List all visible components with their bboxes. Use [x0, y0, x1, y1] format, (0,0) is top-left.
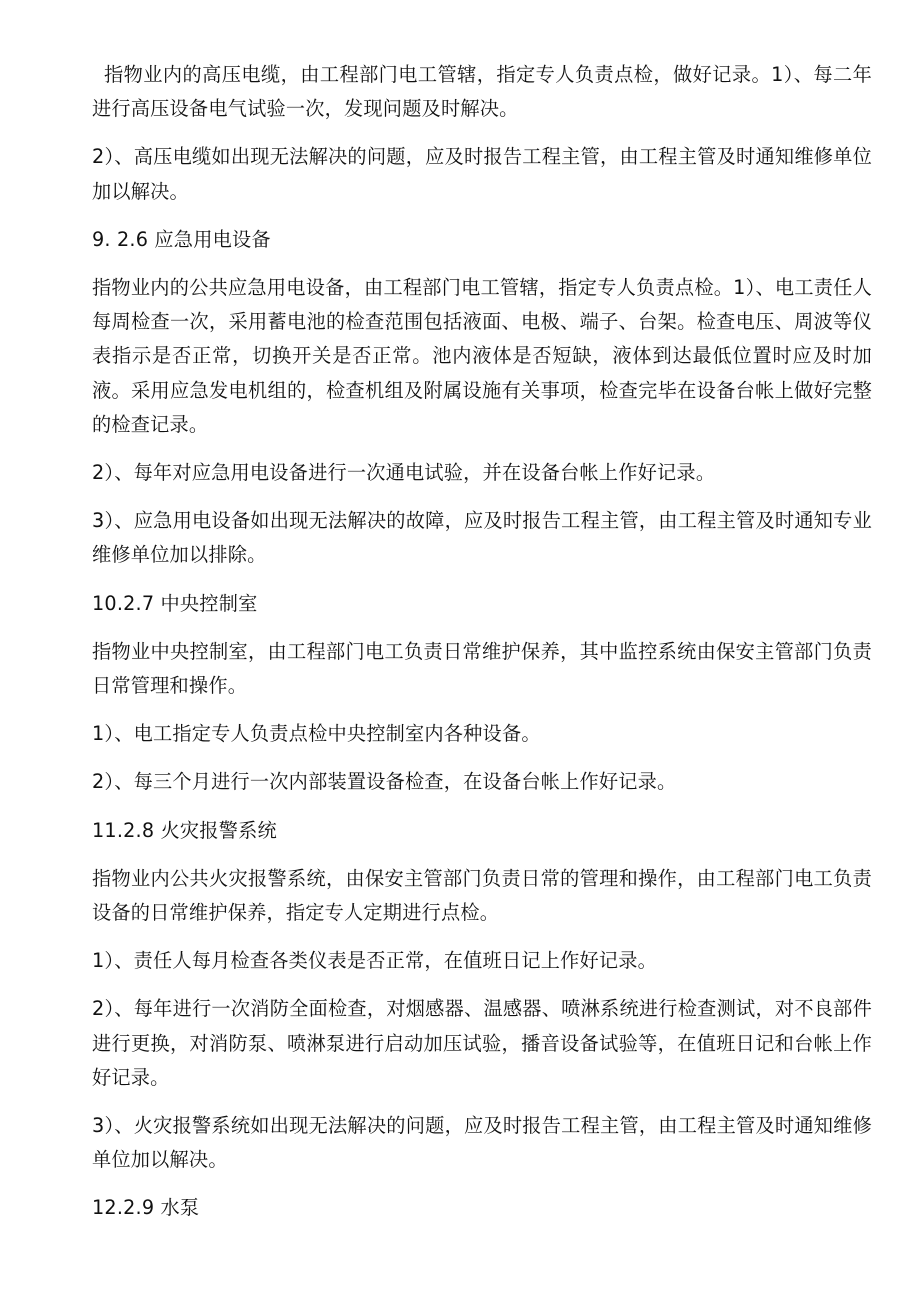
section-heading-water-pump: 12.2.9 水泵	[92, 1196, 200, 1220]
paragraph-fire-alarm-system: 指物业内公共火灾报警系统，由保安主管部门负责日常的管理和操作，由工程部门电工负责设备的日常维护保养，指定专人定期进行点检。	[92, 866, 872, 925]
paragraph-monthly-instrument-check: 1）、责任人每月检查各类仪表是否正常，在值班日记上作好记录。	[92, 949, 658, 973]
paragraph-emergency-power-equipment: 指物业内的公共应急用电设备，由工程部门电工管辖，指定专人负责点检。1）、电工责任人每周检查一次，采用蓄电池的检查范围包括液面、电极、端子、台架。检查电压、周波等仪表指示是否正常，切换开关是否正常。池内液体是否短缺，液体到达最低位置时应及时加液。采用应急发电机组的，检查机组及附属设施有关事项，检查完毕在设备台帐上做好完整的检查记录。	[92, 276, 872, 436]
paragraph-control-room-inspection: 1）、电工指定专人负责点检中央控制室内各种设备。	[92, 722, 541, 746]
paragraph-fire-alarm-issues: 3）、火灾报警系统如出现无法解决的问题，应及时报告工程主管，由工程主管及时通知维修单位加以解决。	[92, 1114, 872, 1172]
section-heading-emergency-power: 9. 2.6 应急用电设备	[92, 227, 271, 251]
paragraph-annual-fire-inspection: 2）、每年进行一次消防全面检查，对烟感器、温感器、喷淋系统进行检查测试，对不良部件进行更换，对消防泵、喷淋泵进行启动加压试验，播音设备试验等，在值班日记和台帐上作好记录。	[92, 997, 872, 1089]
section-heading-central-control-room: 10.2.7 中央控制室	[92, 591, 258, 615]
paragraph-central-control-room: 指物业中央控制室，由工程部门电工负责日常维护保养，其中监控系统由保安主管部门负责日常管理和操作。	[92, 639, 872, 698]
paragraph-high-voltage-cable: 指物业内的高压电缆，由工程部门电工管辖，指定专人负责点检，做好记录。1）、每二年进行高压设备电气试验一次，发现问题及时解决。	[92, 63, 872, 121]
document-body	[92, 58, 872, 1240]
paragraph-quarterly-inspection: 2）、每三个月进行一次内部装置设备检查，在设备台帐上作好记录。	[92, 770, 677, 794]
paragraph-annual-power-test: 2）、每年对应急用电设备进行一次通电试验，并在设备台帐上作好记录。	[92, 461, 716, 485]
section-heading-fire-alarm: 11.2.8 火灾报警系统	[92, 818, 277, 842]
paragraph-high-voltage-issues: 2）、高压电缆如出现无法解决的问题，应及时报告工程主管，由工程主管及时通知维修单位加以解决。	[92, 145, 872, 203]
paragraph-emergency-fault-report: 3）、应急用电设备如出现无法解决的故障，应及时报告工程主管，由工程主管及时通知专业维修单位加以排除。	[92, 509, 872, 567]
